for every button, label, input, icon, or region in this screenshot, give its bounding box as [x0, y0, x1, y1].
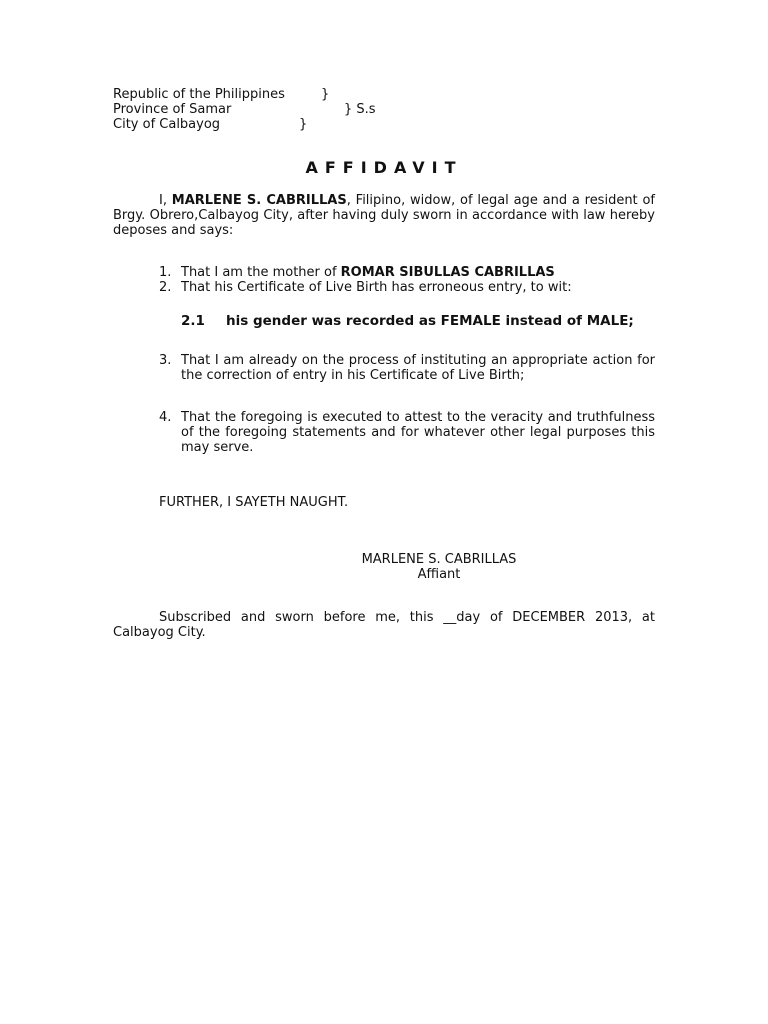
- affiant-name: MARLENE S. CABRILLAS: [361, 552, 517, 567]
- child-name: ROMAR SIBULLAS CABRILLAS: [340, 265, 555, 280]
- signature-block: [339, 552, 539, 582]
- affiant-label: Affiant: [417, 567, 461, 582]
- venue-brace: }: [299, 117, 308, 132]
- venue-brace: }: [321, 87, 330, 102]
- list-item-4: 4. That the foregoing is executed to attest to the veracity and truthfulness of the foregoing statements and for whatever other legal purposes this may serve.: [159, 410, 655, 455]
- document-title: AFFIDAVIT: [305, 158, 463, 177]
- venue-ss: } S.s: [344, 102, 376, 117]
- jurat-paragraph: Subscribed and sworn before me, this __day of DECEMBER 2013, at Calbayog City.: [113, 610, 655, 640]
- sub-item-2-1: 2.1 his gender was recorded as FEMALE instead of MALE;: [181, 313, 634, 329]
- intro-paragraph: I, MARLENE S. CABRILLAS, Filipino, widow, of legal age and a resident of Brgy. Obrero,Calbayog City, after having duly sworn in accordance with law hereby deposes and says:: [113, 193, 655, 238]
- list-item-3: 3. That I am already on the process of instituting an appropriate action for the correction of entry in his Certificate of Live Birth;: [159, 353, 655, 383]
- affidavit-page: Republic of the Philippines } Province of Samar } S.s City of Calbayog } AFFIDAVIT I, MARLENE S. CABRILLAS, Filipino, widow, of legal age and a resident of Brgy. Obrero,Calbayog City, after having duly sworn in accordance with law hereby deposes and says: 1. That I am the mother of ROMAR SIBULLAS CABRILLAS 2. That his Certificate of Live Birth has erroneous entry, to wit: 2.1 his gender was recorded as FEMALE instead of MALE; 3. That I am already on the process of instituting an appropriate action for the correction of entry in his Certificate of Live Birth; 4. That the foregoing is executed to attest to the veracity and truthfulness of the foregoing statements and for whatever other legal purposes this may serve. FURTHER, I SAYETH NAUGHT. MARLENE S. CABRILLAS Affiant Subscribed and sworn before me, this __day of DECEMBER 2013, at Calbayog City.: [0, 0, 768, 1024]
- list-item-2: 2. That his Certificate of Live Birth has erroneous entry, to wit:: [159, 280, 572, 295]
- affiant-name-inline: MARLENE S. CABRILLAS: [171, 193, 347, 208]
- list-item-1: 1. That I am the mother of ROMAR SIBULLAS CABRILLAS: [159, 265, 555, 280]
- further-statement: FURTHER, I SAYETH NAUGHT.: [159, 495, 349, 510]
